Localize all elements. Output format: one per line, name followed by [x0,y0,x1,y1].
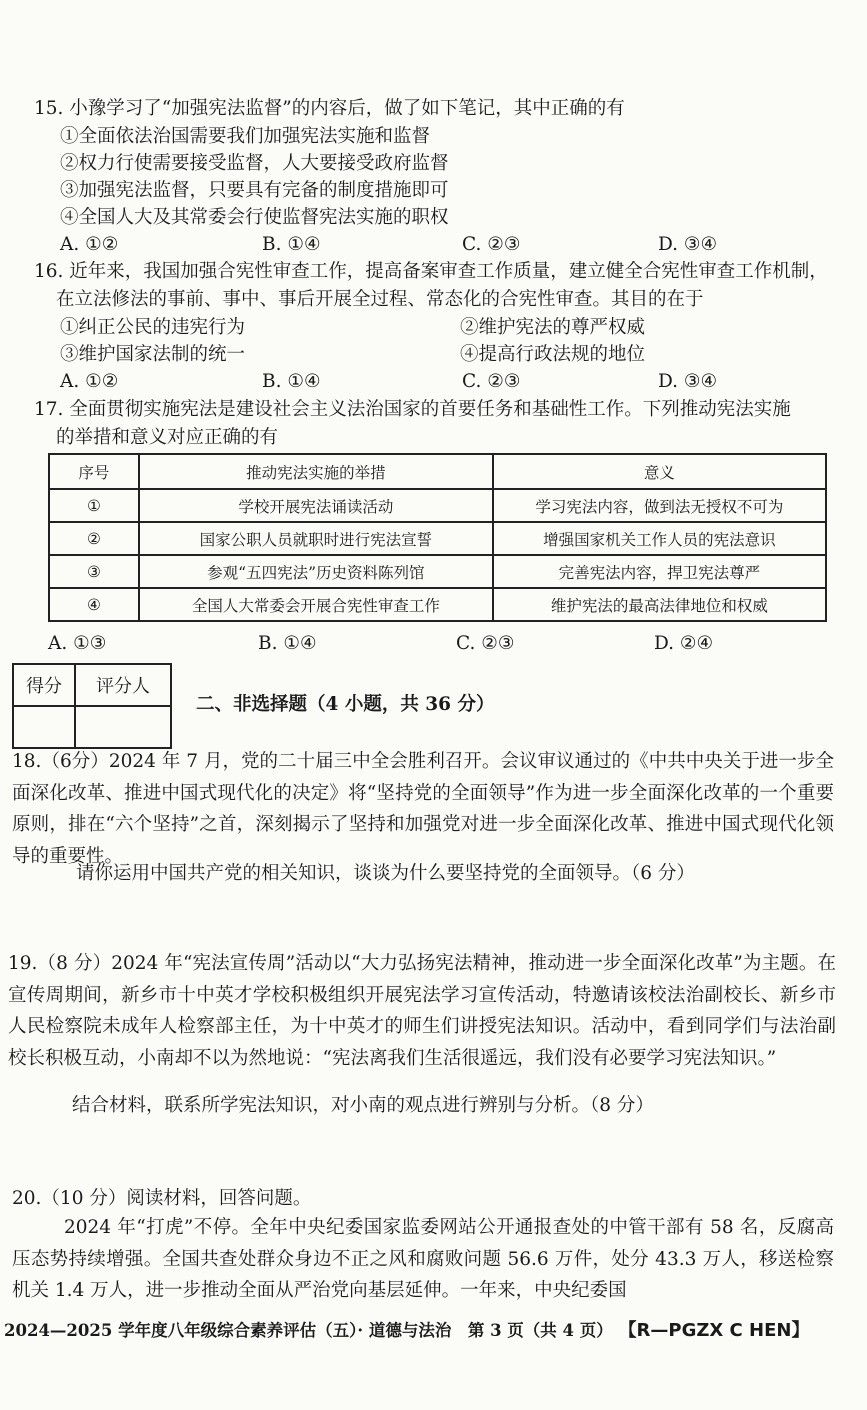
q17-stem-line2: 的举措和意义对应正确的有 [56,427,279,448]
q17-row-meaning: 维护宪法的最高法律地位和权威 [493,588,826,621]
q20-stem: 20.（10 分）阅读材料，回答问题。 [12,1188,312,1209]
q17-row-index: ① [49,489,139,522]
q17-row-meaning: 增强国家机关工作人员的宪法意识 [493,522,826,555]
page-footer [0,1316,867,1342]
q17-option-b: B. ①④ [258,633,317,654]
score-label: 得分 [13,664,75,706]
q17-header-meaning: 意义 [493,454,826,489]
q16-stem-line1: 16. 近年来，我国加强合宪性审查工作，提高备案审查工作质量，建立健全合宪性审查工作机制， [34,261,828,282]
q17-row-index: ④ [49,588,139,621]
q17-header-measure: 推动宪法实施的举措 [139,454,493,489]
q16-item-1: ①纠正公民的违宪行为 [60,317,246,338]
q16-option-c: C. ②③ [462,371,521,392]
section-2-title: 二、非选择题（4 小题，共 36 分） [196,694,495,715]
q20-text: 2024 年“打虎”不停。全年中央纪委国家监委网站公开通报查处的中管干部有 58 名，反腐高压态势持续增强。全国共查处群众身边不正之风和腐败问题 56.6 万件，处分 43.3 万人，移送检察机关 1.4 万人，进一步推动全面从严治党向基层延伸。一年来，中央纪委国 [12,1217,834,1301]
q17-header-index: 序号 [49,454,139,489]
q19-text: 19.（8 分）2024 年“宪法宣传周”活动以“大力弘扬宪法精神，推动进一步全面深化改革”为主题。在宣传周期间，新乡市十中英才学校积极组织开展宪法学习宣传活动，特邀请该校法治副校长、新乡市人民检察院未成年人检察部主任，为十中英才的师生们讲授宪法知识。活动中，看到同学们与法治副校长积极互动，小南却不以为然地说：“宪法离我们生活很遥远，我们没有必要学习宪法知识。” [8,953,836,1069]
q15-item-3: ③加强宪法监督，只要具有完备的制度措施即可 [60,180,449,201]
footer-text: 2024—2025 学年度八年级综合素养评估（五）· 道德与法治 第 3 页（共 4 页） [4,1321,613,1340]
grader-label: 评分人 [75,664,171,706]
table-row [49,555,826,588]
q17-row-measure: 参观“五四宪法”历史资料陈列馆 [139,555,493,588]
q15-stem: 15. 小豫学习了“加强宪法监督”的内容后，做了如下笔记，其中正确的有 [34,98,625,119]
q17-option-d: D. ②④ [654,633,714,654]
q17-row-index: ③ [49,555,139,588]
q15-option-c: C. ②③ [462,234,521,255]
table-row [49,522,826,555]
q15-item-2: ②权力行使需要接受监督，人大要接受政府监督 [60,153,449,174]
q17-row-index: ② [49,522,139,555]
q16-item-4: ④提高行政法规的地位 [460,344,646,365]
q17-table [48,453,827,622]
q16-option-a: A. ①② [60,371,119,392]
q19-prompt: 结合材料，联系所学宪法知识，对小南的观点进行辨别与分析。（8 分） [72,1095,654,1116]
score-box [12,663,172,749]
score-field[interactable] [13,706,75,748]
q17-row-measure: 学校开展宪法诵读活动 [139,489,493,522]
q16-option-d: D. ③④ [658,371,718,392]
q17-option-c: C. ②③ [456,633,515,654]
q15-item-4: ④全国人大及其常委会行使监督宪法实施的职权 [60,207,449,228]
q17-row-measure: 全国人大常委会开展合宪性审查工作 [139,588,493,621]
q16-option-b: B. ①④ [262,371,321,392]
q17-stem-line1: 17. 全面贯彻实施宪法是建设社会主义法治国家的首要任务和基础性工作。下列推动宪法实施 [34,399,791,420]
q15-option-a: A. ①② [60,234,119,255]
grader-field[interactable] [75,706,171,748]
q15-item-1: ①全面依法治国需要我们加强宪法实施和监督 [60,126,431,147]
q18-text: 18.（6分）2024 年 7 月，党的二十届三中全会胜利召开。会议审议通过的《中共中央关于进一步全面深化改革、推进中国式现代化的决定》将“坚持党的全面领导”作为进一步全面深化改革的一个重要原则，排在“六个坚持”之首，深刻揭示了坚持和加强党对进一步全面深化改革、推进中国式现代化领导的重要性。 [12,751,834,867]
q16-item-3: ③维护国家法制的统一 [60,344,246,365]
q17-row-meaning: 完善宪法内容，捍卫宪法尊严 [493,555,826,588]
q17-row-measure: 国家公职人员就职时进行宪法宣誓 [139,522,493,555]
footer-code: 【R—PGZX C HEN】 [618,1320,810,1341]
q16-stem-line2: 在立法修法的事前、事中、事后开展全过程、常态化的合宪性审查。其目的在于 [56,289,704,310]
q17-row-meaning: 学习宪法内容，做到法无授权不可为 [493,489,826,522]
q17-table-header [49,454,826,489]
q18-prompt: 请你运用中国共产党的相关知识，谈谈为什么要坚持党的全面领导。（6 分） [76,863,695,884]
table-row [49,588,826,621]
q17-option-a: A. ①③ [48,633,107,654]
q15-option-b: B. ①④ [262,234,321,255]
q16-item-2: ②维护宪法的尊严权威 [460,317,646,338]
table-row [49,489,826,522]
q15-option-d: D. ③④ [658,234,718,255]
